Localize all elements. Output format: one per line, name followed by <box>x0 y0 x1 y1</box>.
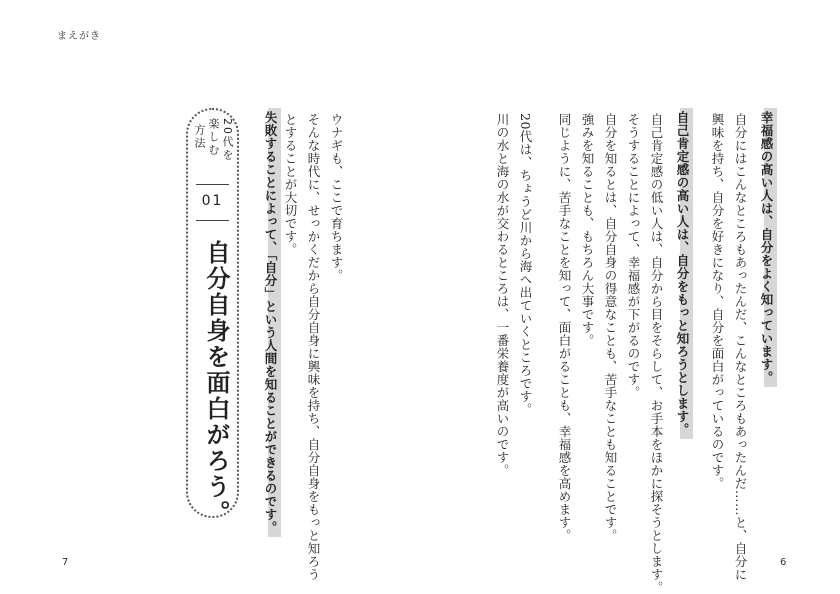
text-line: 自分にはこんなところもあったんだ、こんなところもあったんだ……と、自分に <box>733 113 748 581</box>
highlight-text: 幸福感の高い人は、自分をよく知っています。 <box>756 108 777 387</box>
page-number-left: 7 <box>62 557 69 568</box>
header-label: まえがき <box>57 31 101 42</box>
text-line: 20代は、ちょうど川から海へ出ていくところです。 <box>518 113 533 416</box>
divider <box>196 184 229 185</box>
highlight-text: 自己肯定感の高い人は、自分をもっと知ろうとします。 <box>672 108 693 439</box>
text-line: 興味を持ち、自分を好きになり、自分を面白がっているのです。 <box>710 113 725 490</box>
page-number-right: 6 <box>780 557 787 568</box>
text-line: そんな時代に、せっかくだから自分自身に興味を持ち、自分自身をもっと知ろう <box>306 113 321 581</box>
highlight-text: 失敗することによって、「自分」という人間を知ることができるのです。 <box>260 108 281 537</box>
divider <box>196 220 229 221</box>
text-line: 強みを知ることも、もちろん大事です。 <box>580 113 595 347</box>
text-line: ウナギも、ここで育ちます。 <box>329 113 344 282</box>
frame-label-line: 20代を <box>221 118 234 162</box>
chapter-number: 01 <box>201 193 224 209</box>
conclusion-highlight <box>260 108 281 537</box>
text-line: 同じように、苦手なことを知って、面白がることも、幸福感を高めます。 <box>557 113 572 542</box>
text-line: とすることが大切です。 <box>283 113 298 256</box>
chapter-title: 自分自身を面白がろう。 <box>202 240 230 526</box>
frame-label-line: 方法 <box>193 124 206 150</box>
frame-label-line: 楽しむ <box>207 118 220 157</box>
text-line: 川の水と海の水が交わるところは、一番栄養度が高いのです。 <box>495 113 510 477</box>
paragraph-1-heading <box>756 108 777 387</box>
paragraph-2-heading <box>672 108 693 439</box>
text-line: そうすることによって、幸福感が下がるのです。 <box>626 113 641 399</box>
text-line: 自分を知るとは、自分自身の得意なことも、苦手なことも知ることです。 <box>603 113 618 542</box>
text-line: 自己肯定感の低い人は、自分から目をそらして、お手本をほかに探そうとします。 <box>649 113 664 594</box>
